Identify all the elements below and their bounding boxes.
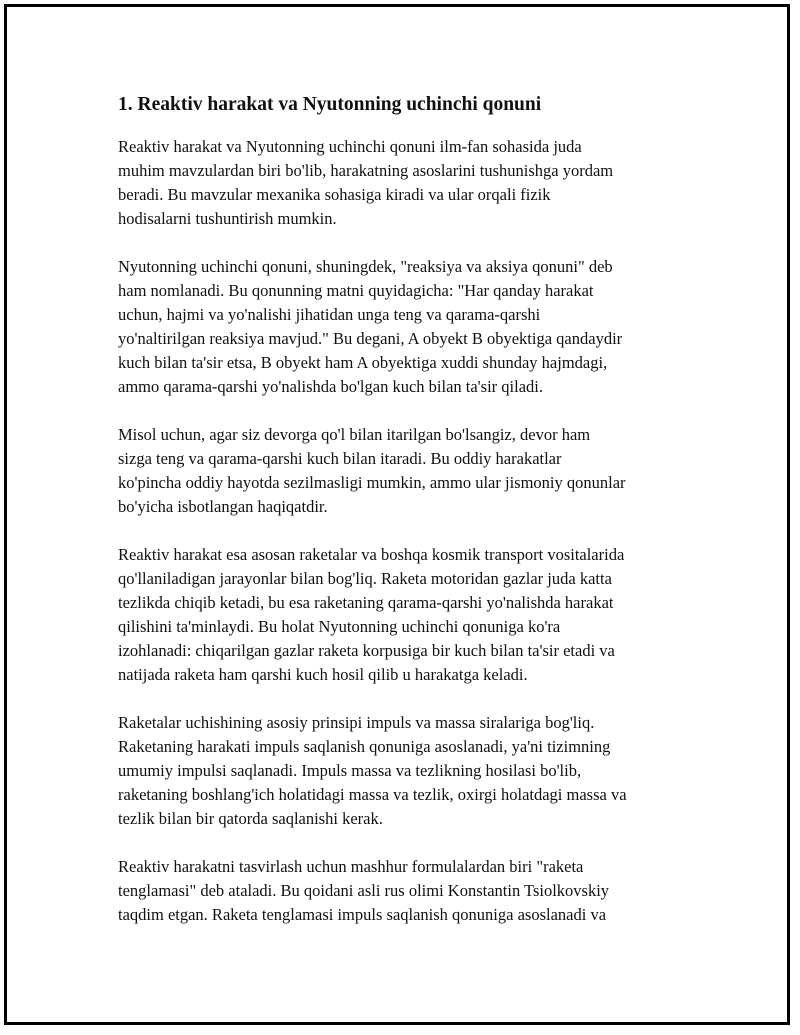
paragraph-line: beradi. Bu mavzular mexanika sohasiga kiradi va ular orqali fizik	[118, 185, 551, 204]
paragraph-line: Reaktiv harakat va Nyutonning uchinchi qonuni ilm-fan sohasida juda	[118, 137, 582, 156]
document-body	[118, 92, 698, 951]
paragraph-line: tezlik bilan bir qatorda saqlanishi kerak.	[118, 809, 383, 828]
paragraph-line: Reaktiv harakatni tasvirlash uchun mashhur formulalardan biri "raketa	[118, 857, 584, 876]
paragraph-line: sizga teng va qarama-qarshi kuch bilan itaradi. Bu oddiy harakatlar	[118, 449, 562, 468]
paragraph-line: ham nomlanadi. Bu qonunning matni quyidagicha: "Har qanday harakat	[118, 281, 594, 300]
paragraph-line: umumiy impulsi saqlanadi. Impuls massa va tezlikning hosilasi bo'lib,	[118, 761, 582, 780]
paragraph-line: bo'yicha isbotlangan haqiqatdir.	[118, 497, 328, 516]
paragraph-line: tezlikda chiqib ketadi, bu esa raketaning qarama-qarshi yo'nalishda harakat	[118, 593, 614, 612]
paragraph-list	[118, 135, 698, 927]
body-paragraph	[118, 135, 698, 231]
paragraph-line: Misol uchun, agar siz devorga qo'l bilan itarilgan bo'lsangiz, devor ham	[118, 425, 591, 444]
paragraph-line: natijada raketa ham qarshi kuch hosil qilib u harakatga keladi.	[118, 665, 528, 684]
body-paragraph	[118, 711, 698, 831]
paragraph-line: Raketaning harakati impuls saqlanish qonuniga asoslanadi, ya'ni tizimning	[118, 737, 611, 756]
paragraph-line: qo'llaniladigan jarayonlar bilan bog'liq. Raketa motoridan gazlar juda katta	[118, 569, 612, 588]
paragraph-line: muhim mavzulardan biri bo'lib, harakatning asoslarini tushunishga yordam	[118, 161, 614, 180]
paragraph-line: Raketalar uchishining asosiy prinsipi impuls va massa siralariga bog'liq.	[118, 713, 595, 732]
paragraph-line: raketaning boshlang'ich holatidagi massa va tezlik, oxirgi holatdagi massa va	[118, 785, 627, 804]
paragraph-line: taqdim etgan. Raketa tenglamasi impuls saqlanish qonuniga asoslanadi va	[118, 905, 607, 924]
paragraph-line: uchun, hajmi va yo'nalishi jihatidan unga teng va qarama-qarshi	[118, 305, 541, 324]
paragraph-line: hodisalarni tushuntirish mumkin.	[118, 209, 337, 228]
paragraph-line: qilishini ta'minlaydi. Bu holat Nyutonning uchinchi qonuniga ko'ra	[118, 617, 561, 636]
section-heading: 1. Reaktiv harakat va Nyutonning uchinchi qonuni	[118, 94, 542, 115]
paragraph-line: tenglamasi" deb ataladi. Bu qoidani asli rus olimi Konstantin Tsiolkovskiy	[118, 881, 610, 900]
paragraph-line: kuch bilan ta'sir etsa, B obyekt ham A obyektiga xuddi shunday hajmdagi,	[118, 353, 608, 372]
paragraph-line: Nyutonning uchinchi qonuni, shuningdek, "reaksiya va aksiya qonuni" deb	[118, 257, 613, 276]
paragraph-line: izohlanadi: chiqarilgan gazlar raketa korpusiga bir kuch bilan ta'sir etadi va	[118, 641, 615, 660]
body-paragraph	[118, 255, 698, 399]
paragraph-line: Reaktiv harakat esa asosan raketalar va boshqa kosmik transport vositalarida	[118, 545, 625, 564]
body-paragraph	[118, 423, 698, 519]
paragraph-line: ammo qarama-qarshi yo'nalishda bo'lgan kuch bilan ta'sir qiladi.	[118, 377, 543, 396]
body-paragraph	[118, 855, 698, 927]
paragraph-line: ko'pincha oddiy hayotda sezilmasligi mumkin, ammo ular jismoniy qonunlar	[118, 473, 626, 492]
body-paragraph	[118, 543, 698, 687]
paragraph-line: yo'naltirilgan reaksiya mavjud." Bu degani, A obyekt B obyektiga qandaydir	[118, 329, 623, 348]
